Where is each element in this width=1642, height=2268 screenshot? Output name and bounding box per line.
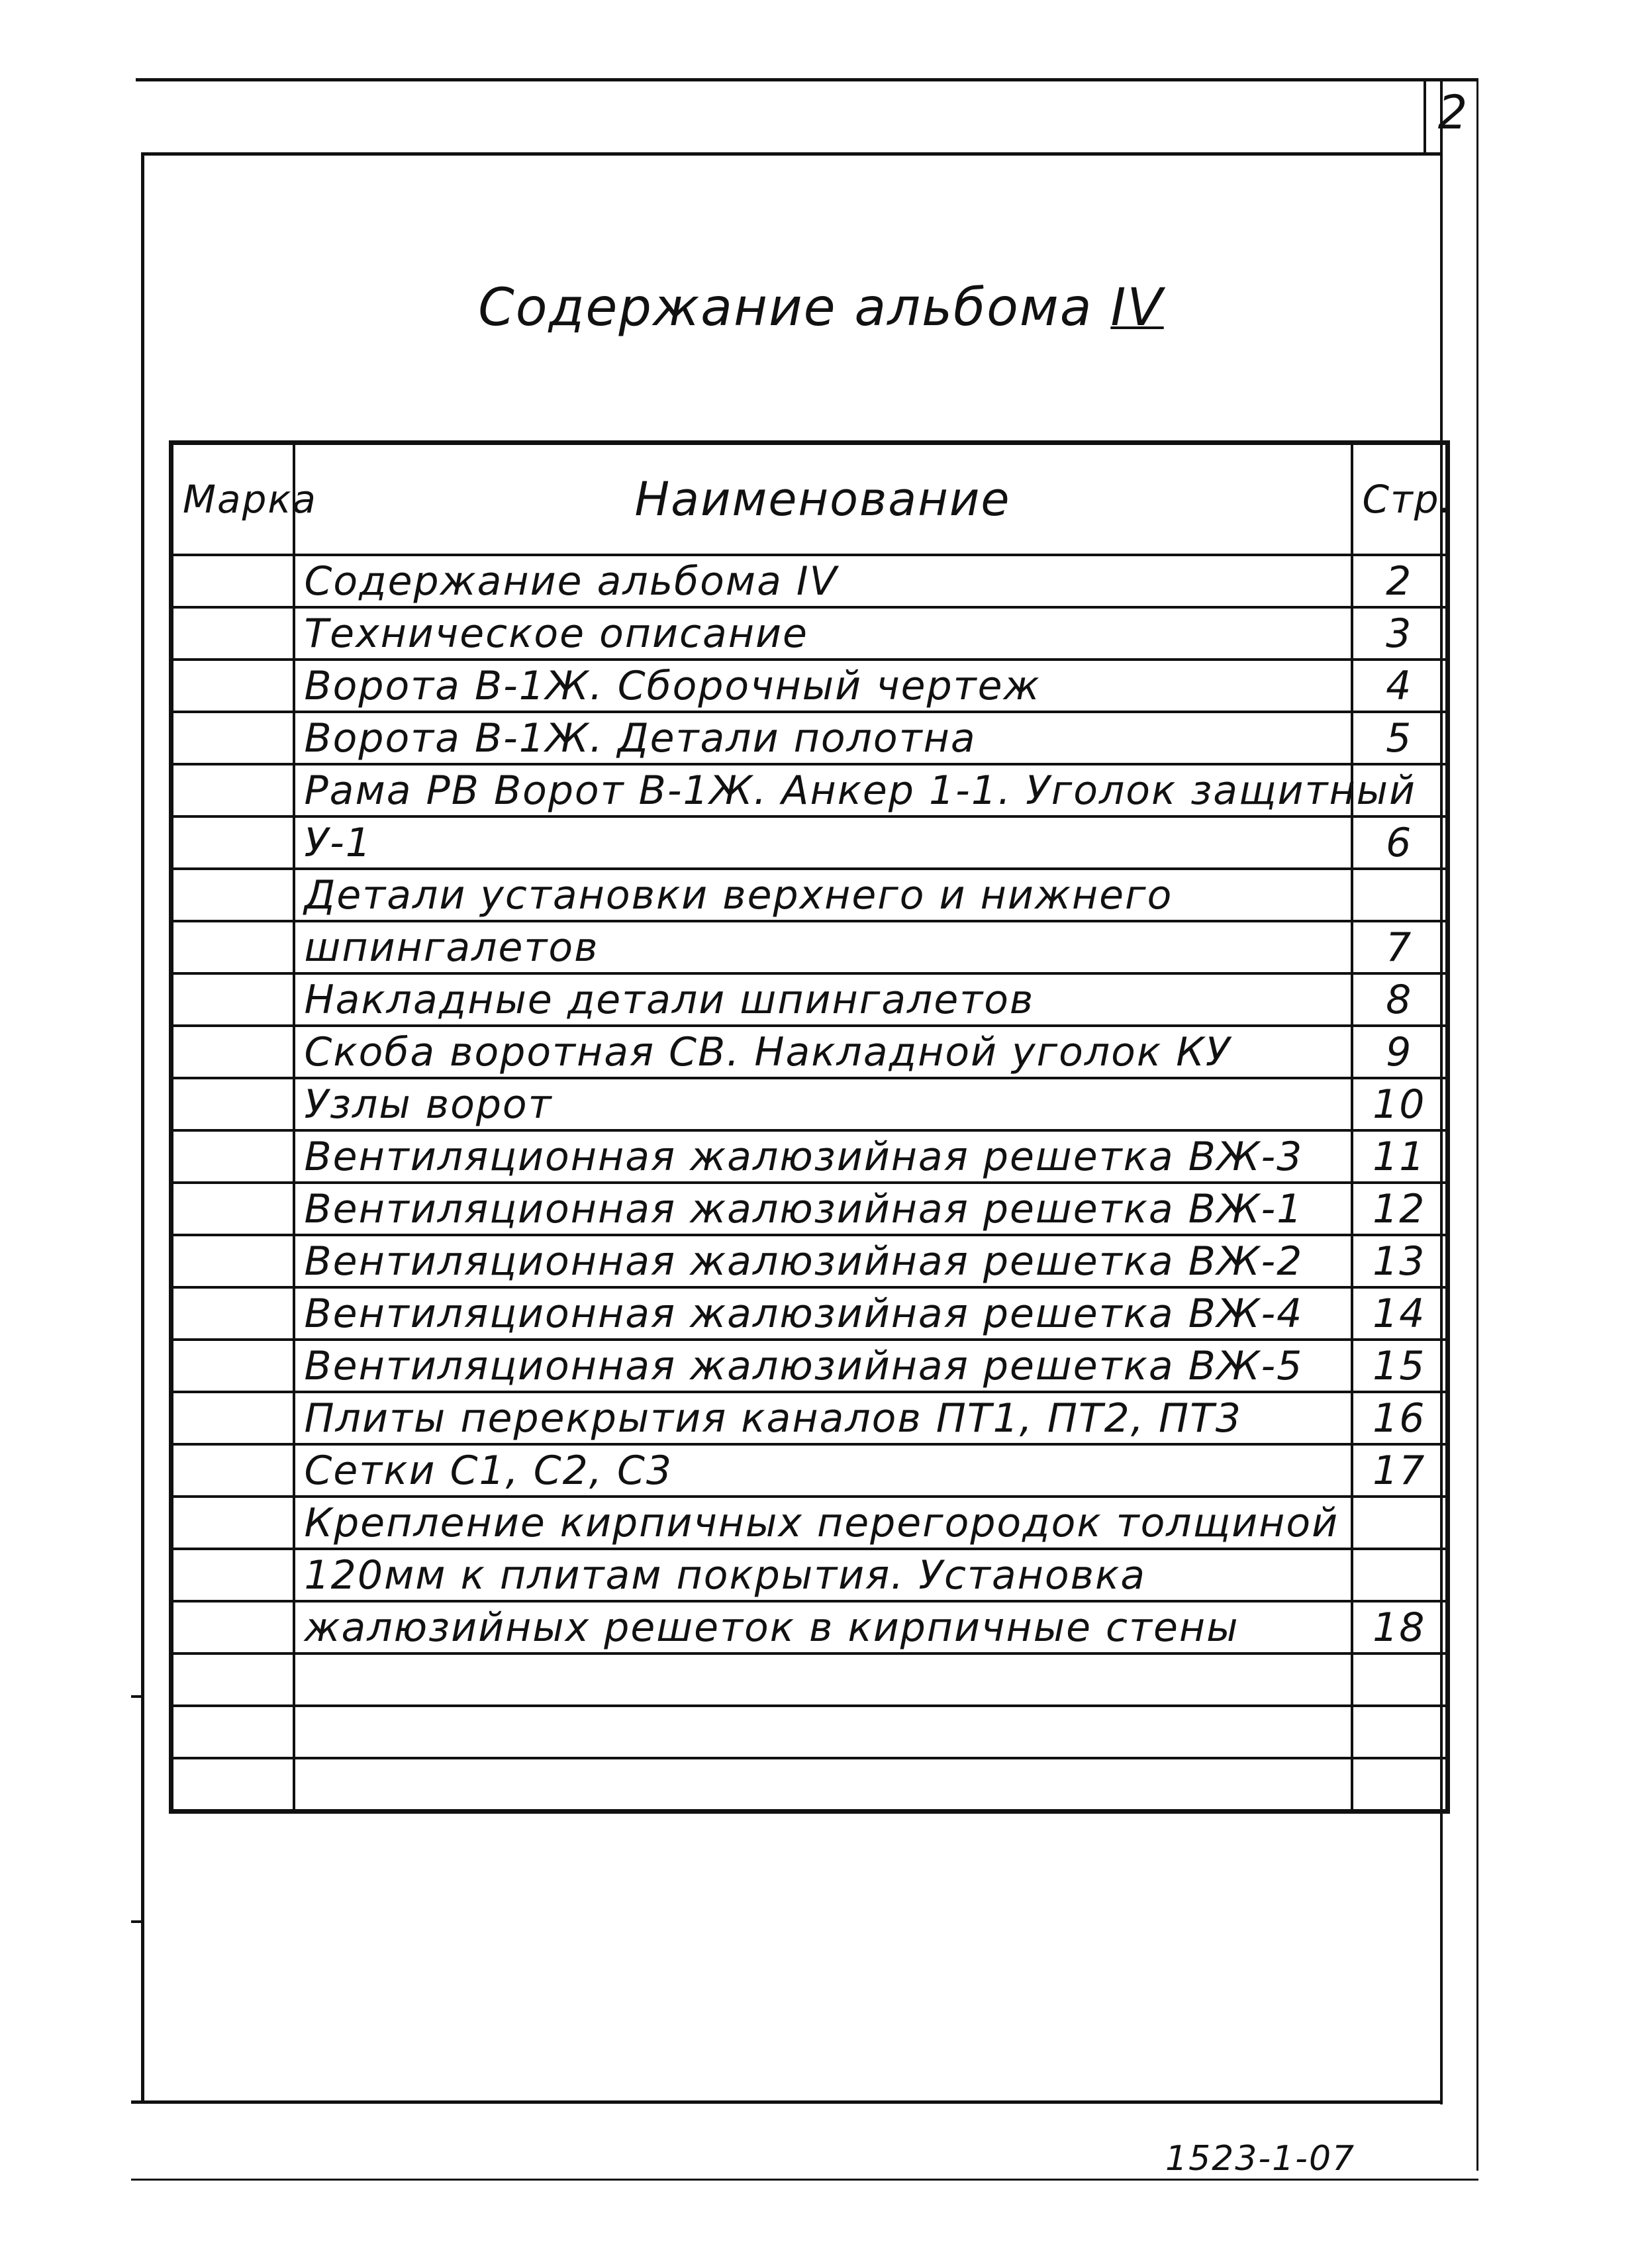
cell-page: 16 [1352, 1392, 1448, 1444]
table-row [171, 1340, 1448, 1392]
frame-inner-top-line [142, 152, 1440, 156]
cell-mark [171, 1235, 294, 1287]
cell-page [1352, 869, 1448, 921]
contents-table [169, 440, 1454, 1814]
cell-mark [171, 660, 294, 712]
title-roman-numeral: IV [1110, 278, 1164, 338]
cell-name: У-1 [294, 816, 1352, 869]
cell-page [1352, 1549, 1448, 1601]
cell-page: 3 [1352, 607, 1448, 660]
cell-name: Крепление кирпичных перегородок толщиной [294, 1497, 1352, 1549]
frame-left-line [141, 152, 144, 2102]
cell-page: 9 [1352, 1026, 1448, 1078]
cell-mark [171, 1444, 294, 1497]
cell-mark [171, 764, 294, 816]
cell-mark [171, 1758, 294, 1812]
table-row [171, 555, 1448, 607]
cell-page: 15 [1352, 1340, 1448, 1392]
cell-mark [171, 712, 294, 764]
footer-line [131, 2179, 1478, 2181]
cell-name: Ворота В-1Ж. Сборочный чертеж [294, 660, 1352, 712]
cell-page: 7 [1352, 921, 1448, 973]
cell-name: шпингалетов [294, 921, 1352, 973]
cell-name: Рама РВ Ворот В-1Ж. Анкер 1-1. Уголок защитный [294, 764, 1352, 816]
cell-mark [171, 1653, 294, 1706]
cell-name: Сетки С1, С2, С3 [294, 1444, 1352, 1497]
cell-mark [171, 1340, 294, 1392]
sheet-number: 2 [1437, 85, 1469, 140]
cell-mark [171, 555, 294, 607]
cell-mark [171, 1183, 294, 1235]
cell-name: Детали установки верхнего и нижнего [294, 869, 1352, 921]
cell-name [294, 1758, 1352, 1812]
cell-name: Накладные детали шпингалетов [294, 973, 1352, 1026]
table-row [171, 764, 1448, 816]
header-mark: Марка [171, 443, 294, 556]
title-text: Содержание альбома [478, 278, 1093, 338]
margin-tick-2 [131, 1920, 143, 1923]
cell-page: 18 [1352, 1601, 1448, 1653]
cell-page: 8 [1352, 973, 1448, 1026]
cell-name [294, 1653, 1352, 1706]
cell-page: 14 [1352, 1287, 1448, 1340]
cell-mark [171, 1549, 294, 1601]
frame-bottom-line [131, 2100, 1442, 2104]
table-row [171, 1497, 1448, 1549]
cell-page: 5 [1352, 712, 1448, 764]
cell-page: 4 [1352, 660, 1448, 712]
table-row [171, 921, 1448, 973]
cell-mark [171, 607, 294, 660]
page-title [0, 278, 1642, 338]
cell-mark [171, 973, 294, 1026]
cell-page [1352, 1758, 1448, 1812]
header-name: Наименование [294, 443, 1352, 556]
cell-name: Вентиляционная жалюзийная решетка ВЖ-1 [294, 1183, 1352, 1235]
page-edge-line [1476, 78, 1478, 2171]
cell-mark [171, 1601, 294, 1653]
cell-name [294, 1706, 1352, 1758]
cell-mark [171, 1706, 294, 1758]
cell-mark [171, 1497, 294, 1549]
cell-name: Содержание альбома IV [294, 555, 1352, 607]
table-row [171, 1078, 1448, 1130]
table-body [171, 555, 1448, 1812]
table-row [171, 1758, 1448, 1812]
cell-name: жалюзийных решеток в кирпичные стены [294, 1601, 1352, 1653]
table-row [171, 607, 1448, 660]
cell-mark [171, 1026, 294, 1078]
table-row [171, 1026, 1448, 1078]
cell-mark [171, 1287, 294, 1340]
table-row [171, 1653, 1448, 1706]
cell-name: Вентиляционная жалюзийная решетка ВЖ-5 [294, 1340, 1352, 1392]
table-row [171, 816, 1448, 869]
cell-page: 13 [1352, 1235, 1448, 1287]
cell-mark [171, 1130, 294, 1183]
cell-page: 6 [1352, 816, 1448, 869]
table-row [171, 660, 1448, 712]
cell-page [1352, 1653, 1448, 1706]
cell-page: 11 [1352, 1130, 1448, 1183]
cell-name: Вентиляционная жалюзийная решетка ВЖ-4 [294, 1287, 1352, 1340]
cell-mark [171, 869, 294, 921]
cell-name: Узлы ворот [294, 1078, 1352, 1130]
cell-name: Скоба воротная СВ. Накладной уголок КУ [294, 1026, 1352, 1078]
table-row [171, 1601, 1448, 1653]
cell-mark [171, 1078, 294, 1130]
cell-mark [171, 816, 294, 869]
cell-name: Плиты перекрытия каналов ПТ1, ПТ2, ПТ3 [294, 1392, 1352, 1444]
cell-page [1352, 1706, 1448, 1758]
cell-page: 2 [1352, 555, 1448, 607]
table-row [171, 1392, 1448, 1444]
cell-name: Вентиляционная жалюзийная решетка ВЖ-3 [294, 1130, 1352, 1183]
margin-tick-1 [131, 1695, 143, 1698]
table-row [171, 1549, 1448, 1601]
table-row [171, 1444, 1448, 1497]
table-row [171, 1183, 1448, 1235]
frame-top-line [136, 78, 1476, 81]
table-header-row [171, 443, 1448, 556]
cell-name: Техническое описание [294, 607, 1352, 660]
cell-page: 12 [1352, 1183, 1448, 1235]
cell-name: Ворота В-1Ж. Детали полотна [294, 712, 1352, 764]
header-page: Стр. [1352, 443, 1448, 556]
table-row [171, 1287, 1448, 1340]
table-row [171, 712, 1448, 764]
cell-name: Вентиляционная жалюзийная решетка ВЖ-2 [294, 1235, 1352, 1287]
cell-page [1352, 1497, 1448, 1549]
table-row [171, 869, 1448, 921]
table-row [171, 1235, 1448, 1287]
table-row [171, 1706, 1448, 1758]
cell-mark [171, 1392, 294, 1444]
cell-page: 10 [1352, 1078, 1448, 1130]
table-row [171, 973, 1448, 1026]
cell-page: 17 [1352, 1444, 1448, 1497]
document-code: 1523-1-07 [1165, 2139, 1356, 2179]
table-row [171, 1130, 1448, 1183]
cell-name: 120мм к плитам покрытия. Установка [294, 1549, 1352, 1601]
cell-mark [171, 921, 294, 973]
